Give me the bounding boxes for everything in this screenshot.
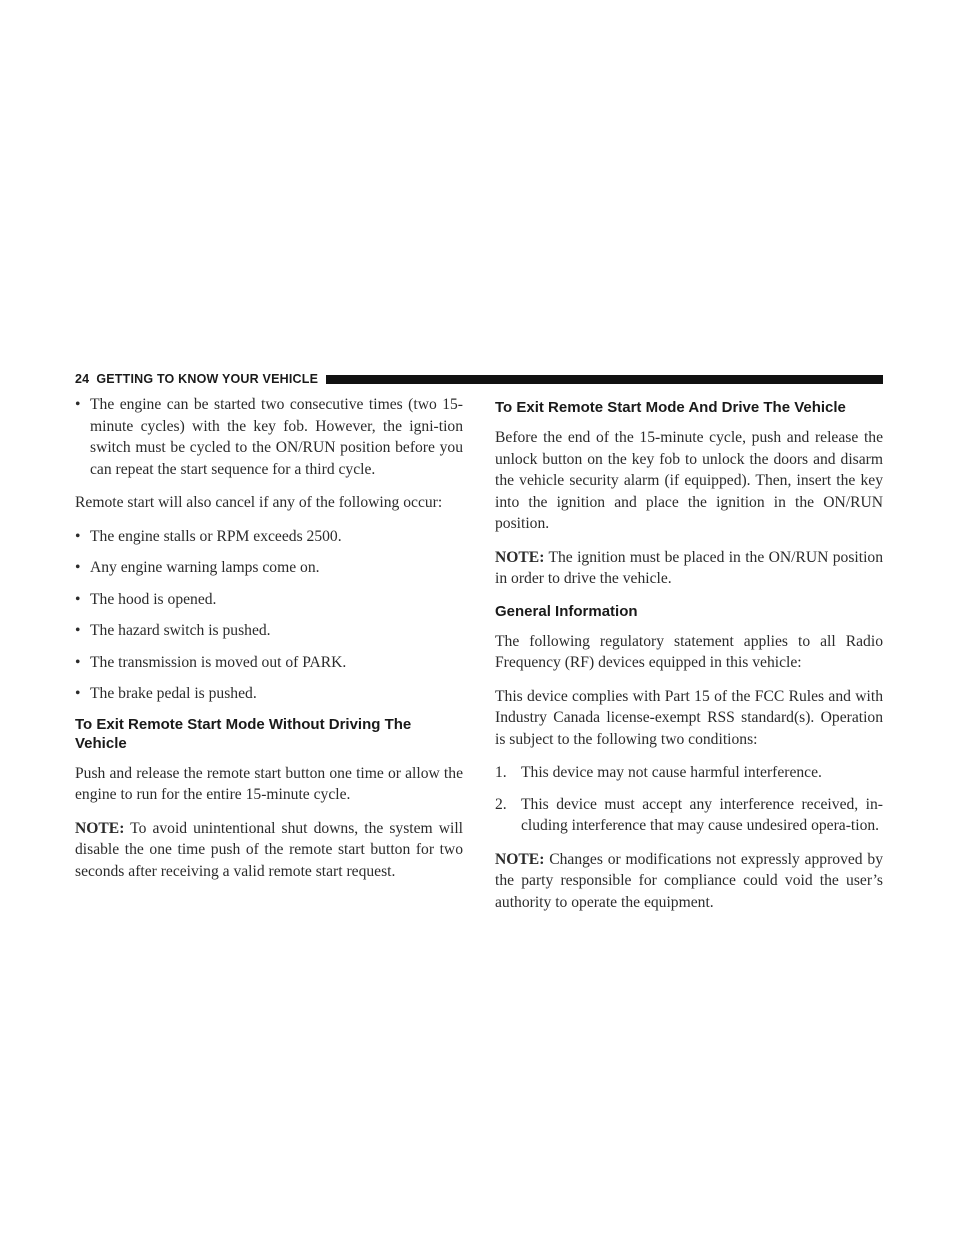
list-number: 1. xyxy=(495,764,507,781)
section-heading: To Exit Remote Start Mode Without Driving The Vehicle xyxy=(75,715,412,752)
bullet-icon: • xyxy=(75,590,81,608)
note-paragraph xyxy=(495,547,883,590)
bullet-icon: • xyxy=(75,622,81,639)
paragraph: Before the end of the 15-minute cycle, push and release the unlock button on the key fob to unlock the doors and disarm the vehicle security alarm (if equipped). Then, insert the key into the ignition and place the ignition in the ON/RUN position. xyxy=(495,429,883,532)
list-item-text: The hazard switch is pushed. xyxy=(90,622,271,639)
paragraph: The following regulatory statement applies to all Radio Frequency (RF) devices equipped in this vehicle: xyxy=(495,632,883,671)
list-number: 2. xyxy=(495,795,507,813)
list-item xyxy=(495,794,883,837)
list-item xyxy=(75,652,463,674)
list-item-text: Any engine warning lamps come on. xyxy=(90,559,320,576)
page-number: 24 xyxy=(75,372,90,386)
paragraph: Push and release the remote start button one time or allow the engine to run for the entire 15-minute cycle. xyxy=(75,764,463,803)
note-text: The ignition must be placed in the ON/RUN position in order to drive the vehicle. xyxy=(495,548,883,587)
list-item-text: The engine can be started two consecutive times (two 15-minute cycles) with the key fob. However, the igni-tion switch must be cycled to the ON/RUN position before you can repeat the start sequence for a third cycle. xyxy=(90,396,463,478)
note-label: NOTE: xyxy=(75,819,125,837)
cancel-intro: Remote start will also cancel if any of the following occur: xyxy=(75,494,443,511)
section-heading: To Exit Remote Start Mode And Drive The Vehicle xyxy=(495,399,846,416)
note-paragraph xyxy=(495,849,883,914)
note-text: To avoid unintentional shut downs, the system will disable the one time push of the remote start button for two seconds after receiving a valid remote start request. xyxy=(75,819,463,880)
note-label: NOTE: xyxy=(495,850,545,868)
note-paragraph xyxy=(75,818,463,883)
list-item-text: This device may not cause harmful interference. xyxy=(521,764,822,781)
right-column xyxy=(495,394,883,925)
bullet-icon: • xyxy=(75,653,81,671)
note-text: Changes or modifications not expressly approved by the party responsible for compliance could void the user’s authority to operate the equipment. xyxy=(495,850,883,911)
list-item xyxy=(75,557,463,579)
bullet-icon: • xyxy=(75,559,81,576)
list-item xyxy=(75,589,463,611)
list-item-text: The brake pedal is pushed. xyxy=(90,685,257,702)
list-item xyxy=(75,683,463,705)
bullet-icon: • xyxy=(75,685,81,702)
section-heading: General Information xyxy=(495,602,638,620)
section-title: GETTING TO KNOW YOUR VEHICLE xyxy=(96,372,319,386)
list-item-text: The hood is opened. xyxy=(90,590,217,608)
list-item-text: The engine stalls or RPM exceeds 2500. xyxy=(90,527,342,545)
list-item xyxy=(75,394,463,480)
header-text xyxy=(75,372,318,386)
list-item xyxy=(75,620,463,642)
note-label: NOTE: xyxy=(495,548,545,566)
paragraph: This device complies with Part 15 of the FCC Rules and with Industry Canada license-exempt RSS standard(s). Operation is subject to the following two conditions: xyxy=(495,687,883,748)
header-rule xyxy=(326,375,883,384)
list-item-text: This device must accept any interference received, in-cluding interference that may cause undesired opera-tion. xyxy=(521,795,883,834)
list-item xyxy=(495,762,883,784)
list-item xyxy=(75,526,463,548)
list-item-text: The transmission is moved out of PARK. xyxy=(90,653,347,671)
bullet-icon: • xyxy=(75,527,81,545)
left-column xyxy=(75,394,463,894)
bullet-icon: • xyxy=(75,396,81,413)
page-header xyxy=(75,371,883,387)
